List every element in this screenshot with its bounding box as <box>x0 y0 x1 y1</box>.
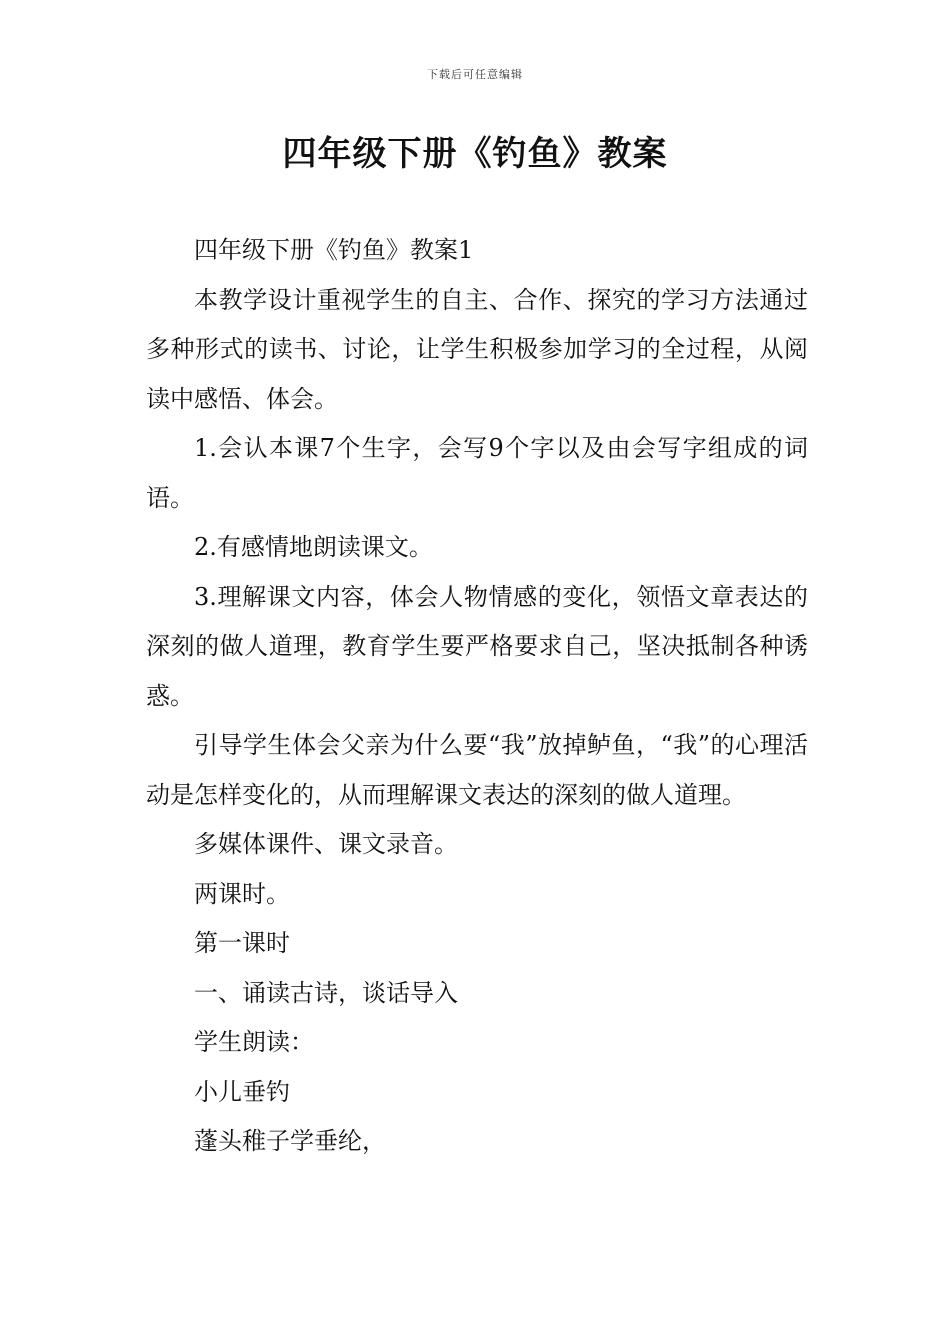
document-body <box>146 226 808 1167</box>
paragraph-materials: 多媒体课件、课文录音。 <box>194 830 458 858</box>
paragraph-section-heading: 一、诵读古诗，谈话导入 <box>194 978 458 1007</box>
paragraph-student-reading: 学生朗读： <box>194 1028 314 1056</box>
paragraph-subtitle: 四年级下册《钓鱼》教案1 <box>194 236 474 264</box>
paragraph-goal-1: 1.会认本课7个生字，会写9个字以及由会写字组成的词语。 <box>146 434 808 512</box>
paragraph-duration: 两课时。 <box>194 879 290 908</box>
document-title: 四年级下册《钓鱼》教案 <box>282 134 668 174</box>
paragraph-lesson-heading: 第一课时 <box>194 929 290 957</box>
paragraph-key-point: 引导学生体会父亲为什么要“我”放掉鲈鱼，“我”的心理活动是怎样变化的，从而理解课文表达的深刻的做人道理。 <box>146 731 808 809</box>
paragraph-goal-2: 2.有感情地朗读课文。 <box>194 533 433 561</box>
paragraph-intro: 本教学设计重视学生的自主、合作、探究的学习方法通过多种形式的读书、讨论，让学生积极参加学习的全过程，从阅读中感悟、体会。 <box>146 285 808 413</box>
paragraph-poem-title: 小儿垂钓 <box>194 1077 290 1106</box>
paragraph-goal-3: 3.理解课文内容，体会人物情感的变化，领悟文章表达的深刻的做人道理，教育学生要严格要求自己，坚决抵制各种诱惑。 <box>146 582 808 710</box>
header-note: 下载后可任意编辑 <box>427 68 523 81</box>
paragraph-poem-line-1: 蓬头稚子学垂纶， <box>194 1127 386 1155</box>
